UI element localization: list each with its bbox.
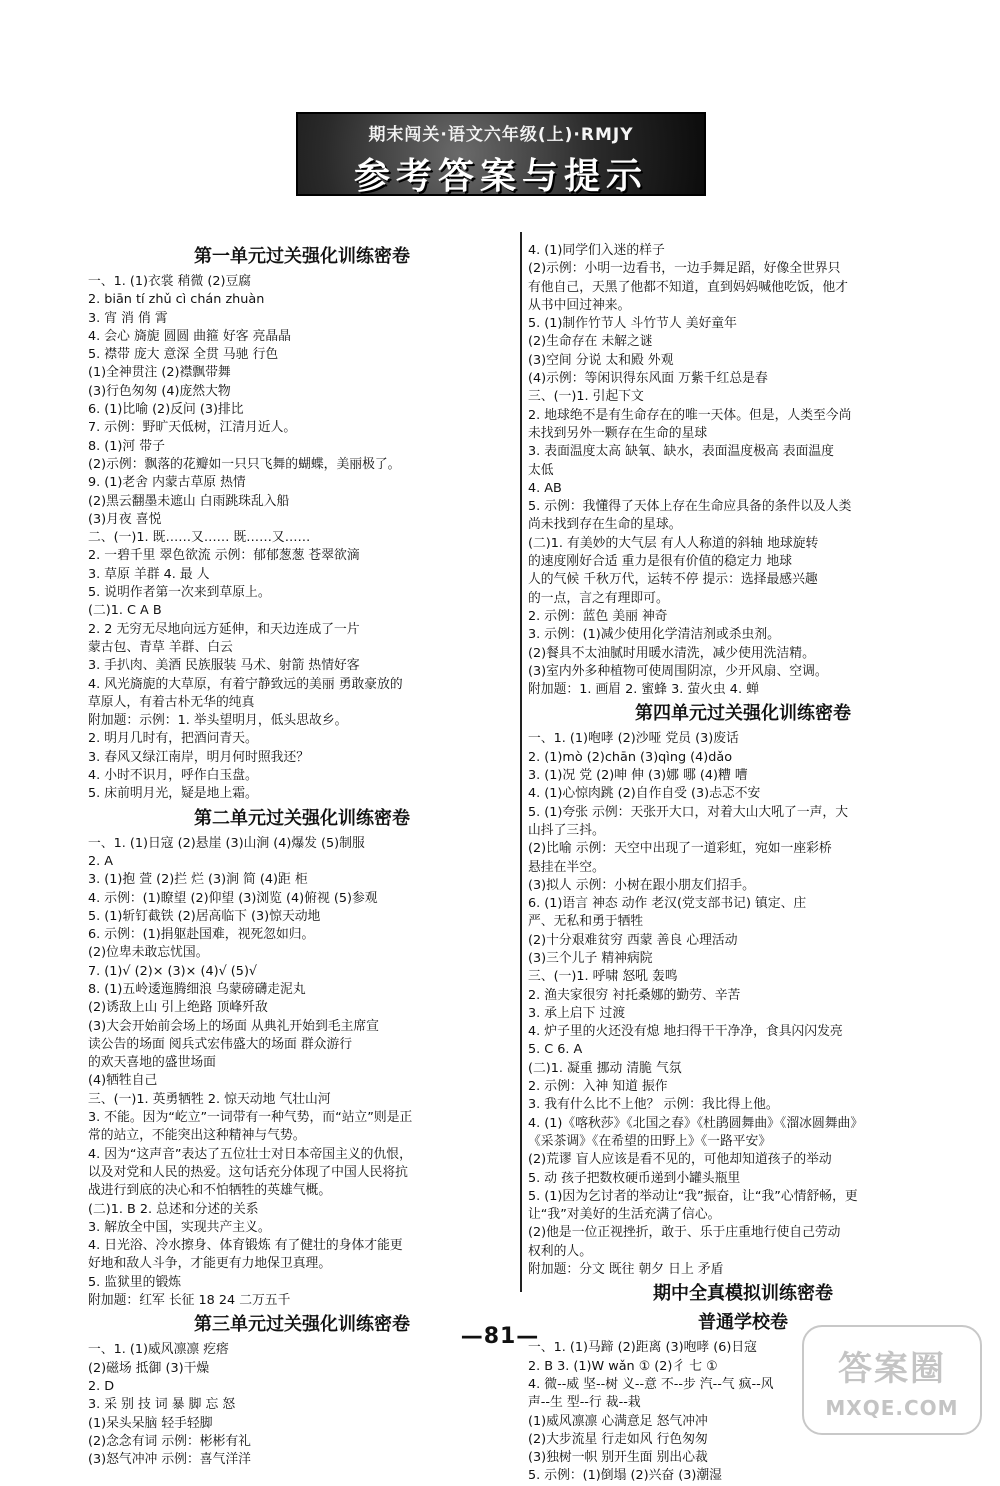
answer-line: 5. 动 孩子把数枚硬币递到小罐头瓶里	[528, 1170, 741, 1186]
column-divider	[520, 232, 522, 1292]
answer-line: 3. 春风又绿江南岸，明月何时照我还？	[88, 749, 310, 765]
right-column	[528, 242, 958, 1486]
section-title: 第三单元过关强化训练密卷	[194, 1314, 410, 1336]
answer-line: 9. (1)老舍 内蒙古草原 热情	[88, 475, 246, 491]
answer-line: 5. 示例：我懂得了天体上存在生命应具备的条件以及人类	[528, 499, 852, 515]
answer-line: 2. 2 无穷无尽地向远方延伸，和天边连成了一片	[88, 621, 360, 637]
answer-line: 4. (1)心惊肉跳 (2)自作自受 (3)忐忑不安	[528, 786, 761, 802]
answer-line: 8. (1)河 带子	[88, 438, 165, 454]
answer-line: 草原人，有着古朴无华的纯真	[88, 694, 255, 710]
answer-line: 5. 襟带 庞大 意深 全贯 马驰 行色	[88, 347, 279, 363]
answer-line: 5. 说明作者第一次来到草原上。	[88, 585, 271, 601]
answer-line: 蒙古包、青草 羊群、白云	[88, 639, 233, 655]
answer-line: (2)大步流星 行走如风 行色匆匆	[528, 1431, 708, 1447]
answer-line: 3. 解放全中国，实现共产主义。	[88, 1219, 271, 1235]
answer-line: 的速度刚好合适 重力是很有价值的稳定力 地球	[528, 554, 793, 570]
answer-line: 5. (1)制作竹节人 斗竹节人 美好童年	[528, 316, 737, 332]
answer-line: (1)呆头呆脑 轻手轻脚	[88, 1415, 213, 1431]
answer-line: 权利的人。	[528, 1243, 592, 1259]
answer-line: 2. 地球绝不是有生命存在的唯一天体。但是，人类至今尚	[528, 407, 852, 423]
answer-line: 7. 示例：野旷天低树，江清月近人。	[88, 420, 297, 436]
answer-line: 太低	[528, 462, 554, 478]
answer-line: (2)示例：小明一边看书，一边手舞足蹈，好像全世界只	[528, 261, 841, 277]
section-title: 普通学校卷	[698, 1312, 788, 1334]
answer-line: 3. 不能。因为“屹立”一词带有一种气势，而“站立”则是正	[88, 1110, 413, 1126]
answer-line: 4. 小时不识月，呼作白玉盘。	[88, 768, 258, 784]
answer-line: 附加题：示例：1. 举头望明月，低头思故乡。	[88, 713, 348, 729]
answer-line: 4. 日光浴、冷水擦身、体育锻炼 有了健壮的身体才能更	[88, 1238, 403, 1254]
page-number: —81—	[460, 1324, 540, 1349]
answer-line: 2. 一碧千里 翠色欲流 示例：郁郁葱葱 苍翠欲滴	[88, 548, 360, 564]
answer-line: 2. (1)mò (2)chān (3)qìng (4)dǎo	[528, 749, 733, 765]
answer-line: 3. 我有什么比不上他？ 示例：我比得上他。	[528, 1097, 779, 1113]
answer-line: (2)餐具不太油腻时用暖水清洗，减少使用洗洁精。	[528, 645, 815, 661]
answer-line: 4. (1)同学们入迷的样子	[528, 243, 665, 258]
answer-line: 附加题：分文 既往 朝夕 日上 矛盾	[528, 1262, 724, 1278]
answer-line: 2. A	[88, 853, 114, 869]
answer-line: 三、(一)1. 呼啸 怒吼 轰鸣	[528, 969, 678, 985]
answer-line: 二、(一)1. 既……又…… 既……又……	[88, 530, 311, 546]
answer-line: 4. AB	[528, 480, 562, 496]
answer-line: (二)1. B 2. 总述和分述的关系	[88, 1201, 259, 1217]
section-title: 第二单元过关强化训练密卷	[194, 807, 410, 829]
section-title: 第一单元过关强化训练密卷	[194, 246, 410, 267]
answer-line: (2)他是一位正视挫折，敢于、乐于庄重地行使自己劳动	[528, 1225, 841, 1241]
answer-line: (3)三个儿子 精神病院	[528, 950, 653, 966]
answer-line: 6. (1)语言 神态 动作 老汉(党支部书记) 镇定、庄	[528, 896, 807, 912]
answer-line: 5. 监狱里的锻炼	[88, 1274, 182, 1290]
answer-line: 4. 微--威 坚--树 义--意 不--步 汽--气 疯--风	[528, 1376, 774, 1392]
answer-line: 以及对党和人民的热爱。这句话充分体现了中国人民将抗	[88, 1164, 408, 1180]
watermark-logo	[802, 1325, 982, 1435]
answer-line: 2. B 3. (1)W wǎn ① (2)彳 七 ①	[528, 1358, 718, 1374]
answer-line: (1)威风凛凛 心满意足 怒气冲冲	[528, 1413, 708, 1429]
answer-line: 3. 宵 消 俏 霄	[88, 310, 168, 326]
answer-line: 3. (1)况 党 (2)呻 伸 (3)娜 哪 (4)糟 嘈	[528, 768, 748, 784]
answer-line: (2)黑云翻墨未遮山 白雨跳珠乱入船	[88, 493, 290, 509]
answer-line: (3)月夜 喜悦	[88, 511, 162, 527]
answer-line: 战进行到底的决心和不怕牺牲的英雄气概。	[88, 1183, 332, 1199]
answer-line: (4)牺牲自己	[88, 1073, 158, 1089]
answer-line: 好地和敌人斗争，才能更有力地保卫真理。	[88, 1256, 332, 1272]
answer-line: 5. (1)夸张 示例：天张开大口，对着大山大吼了一声，大	[528, 804, 849, 820]
answer-line: 严、无私和勇于牺牲	[528, 914, 644, 930]
section-title: 期中全真模拟训练密卷	[653, 1283, 833, 1305]
answer-line: 3. 表面温度太高 缺氧、缺水，表面温度极高 表面温度	[528, 444, 834, 460]
answer-line: 未找到另外一颗存在生命的星球	[528, 425, 708, 441]
answer-line: 附加题：1. 画眉 2. 蜜蜂 3. 萤火虫 4. 蝉	[528, 682, 759, 698]
answer-line: 5. C 6. A	[528, 1042, 583, 1058]
answer-line: 2. 示例：入神 知道 振作	[528, 1079, 668, 1095]
answer-line: 3. 草原 羊群 4. 最 人	[88, 566, 210, 582]
answer-line: 的欢天喜地的盛世场面	[88, 1055, 216, 1071]
answer-line: 2. 渔夫家很穷 衬托桑娜的勤劳、辛苦	[528, 987, 741, 1003]
answer-line: (2)十分艰难贫穷 西蒙 善良 心理活动	[528, 932, 738, 948]
answer-line: (1)全神贯注 (2)襟飘带舞	[88, 365, 231, 381]
answer-line: 2. 明月几时有，把酒问青天。	[88, 731, 258, 747]
answer-line: (3)室内外多种植物可使周围阴凉，少开风扇、空调。	[528, 663, 828, 679]
answer-line: 7. (1)√ (2)× (3)× (4)√ (5)√	[88, 963, 258, 979]
answer-line: (2)位卑未敢忘忧国。	[88, 945, 209, 961]
answer-line: (2)念念有词 示例：彬彬有礼	[88, 1433, 251, 1449]
answer-line: (2)示例：飘落的花瓣如一只只飞舞的蝴蝶，美丽极了。	[88, 456, 401, 472]
answer-line: 4. (1)《喀秋莎》《北国之春》《杜鹃圆舞曲》《溜冰圆舞曲》	[528, 1115, 864, 1131]
answer-line: (二)1. C A B	[88, 603, 162, 619]
answer-line: 一、1. (1)日寇 (2)悬崖 (3)山涧 (4)爆发 (5)制服	[88, 835, 365, 851]
answer-line: (2)生命存在 未解之谜	[528, 334, 653, 350]
answer-line: 悬挂在半空。	[528, 859, 605, 875]
answer-line: 4. 风光旖旎的大草原，有着宁静致远的美丽 勇敢豪放的	[88, 676, 403, 692]
answer-line: 3. 示例：(1)减少使用化学清洁剂或杀虫剂。	[528, 627, 780, 643]
section-title: 第四单元过关强化训练密卷	[635, 703, 851, 725]
answer-line: 4. 炉子里的火还没有熄 地扫得干干净净，食具闪闪发亮	[528, 1024, 843, 1040]
answer-line: 尚未找到存在生命的星球。	[528, 517, 682, 533]
answer-line: 2. D	[88, 1378, 115, 1394]
banner-title: 参考答案与提示	[353, 156, 648, 197]
answer-line: 一、1. (1)威风凛凛 疙瘩	[88, 1342, 229, 1358]
answer-line: (2)诱敌上山 引上绝路 顶峰歼敌	[88, 1000, 268, 1016]
answer-line: 人的气候 千秋万代，运转不停 提示：选择最感兴趣	[528, 572, 818, 588]
answer-line: (二)1. 有美妙的大气层 有人人称道的斜轴 地球旋转	[528, 535, 819, 551]
answer-line: 3. 承上启下 过渡	[528, 1005, 626, 1021]
answer-line: 《采茶调》《在希望的田野上》《一路平安》	[528, 1133, 772, 1149]
answer-line: 三、(一)1. 引起下文	[528, 389, 644, 405]
answer-line: 3. 采 别 技 词 暴 脚 忘 怒	[88, 1397, 236, 1413]
answer-line: 5. 示例：(1)倒塌 (2)兴奋 (3)潮湿	[528, 1468, 722, 1484]
answer-line: 有他自己，天黑了他都不知道，直到妈妈喊他吃饭，他才	[528, 279, 848, 295]
watermark-site: MXQE.COM	[825, 1396, 959, 1420]
answer-line: 3. 手扒肉、美酒 民族服装 马术、射箭 热情好客	[88, 658, 360, 674]
answer-line: 一、1. (1)衣裳 稍微 (2)豆腐	[88, 274, 252, 289]
answer-line: (二)1. 凝重 挪动 清脆 气氛	[528, 1060, 682, 1076]
answer-line: 让“我”对美好的生活充满了信心。	[528, 1207, 721, 1223]
answer-line: 一、1. (1)马蹄 (2)距离 (3)咆哮 (6)日寇	[528, 1340, 757, 1356]
title-banner	[296, 112, 706, 196]
answer-line: 6. (1)比喻 (2)反问 (3)排比	[88, 402, 244, 418]
answer-line: (3)行色匆匆 (4)庞然大物	[88, 383, 231, 399]
answer-line: (3)大会开始前会场上的场面 从典礼开始到毛主席宣	[88, 1018, 379, 1034]
banner-subtitle: 期末闯关·语文六年级(上)·RMJY	[368, 125, 634, 145]
answer-line: 的一点，言之有理即可。	[528, 590, 669, 606]
answer-line: 3. (1)抱 萱 (2)拦 烂 (3)涧 简 (4)距 柜	[88, 872, 308, 888]
answer-line: 5. 床前明月光，疑是地上霜。	[88, 786, 258, 802]
answer-line: 山抖了三抖。	[528, 822, 605, 838]
answer-line: 声--生 型--行 裁--栽	[528, 1395, 641, 1411]
answer-line: 8. (1)五岭逶迤腾细浪 乌蒙磅礴走泥丸	[88, 981, 306, 997]
answer-line: (4)示例：等闲识得东风面 万紫千红总是春	[528, 371, 768, 387]
answer-line: 从书中回过神来。	[528, 297, 631, 313]
answer-line: (2)比喻 示例：天空中出现了一道彩虹，宛如一座彩桥	[528, 841, 832, 857]
answer-line: (2)荒谬 盲人应该是看不见的，可他却知道孩子的举动	[528, 1152, 832, 1168]
answer-line: 4. 因为“这声音”表达了五位壮士对日本帝国主义的仇恨，	[88, 1146, 412, 1162]
answer-line: (3)怒气冲冲 示例：喜气洋洋	[88, 1452, 251, 1468]
answer-line: (2)磁场 抵御 (3)干燥	[88, 1360, 210, 1376]
answer-line: 一、1. (1)咆哮 (2)沙哑 党员 (3)废话	[528, 731, 739, 747]
answer-line: (3)空间 分说 太和殿 外观	[528, 352, 674, 368]
left-column	[88, 242, 516, 1469]
answer-line: (3)拟人 示例：小树在跟小朋友们招手。	[528, 877, 755, 893]
answer-line: 三、(一)1. 英勇牺牲 2. 惊天动地 气壮山河	[88, 1091, 331, 1107]
answer-line: 4. 会心 旖旎 圆圆 曲箍 好客 亮晶晶	[88, 328, 291, 344]
answer-line: 2. 示例：蓝色 美丽 神奇	[528, 608, 668, 624]
answer-line: 常的站立，不能突出这种精神与气势。	[88, 1128, 306, 1144]
answer-line: 2. biān tí zhǔ cì chán zhuàn	[88, 292, 265, 308]
answer-line: 4. 示例：(1)瞭望 (2)仰望 (3)浏览 (4)俯视 (5)参观	[88, 890, 378, 906]
answer-line: (3)独树一帜 别开生面 别出心裁	[528, 1450, 708, 1466]
answer-line: 5. (1)因为乞讨者的举动让“我”振奋，让“我”心情舒畅，更	[528, 1188, 858, 1204]
answer-line: 读公告的场面 阅兵式宏伟盛大的场面 群众游行	[88, 1036, 353, 1052]
watermark-text: 答案圈	[838, 1349, 946, 1389]
answer-line: 5. (1)斩钉截铁 (2)居高临下 (3)惊天动地	[88, 908, 321, 924]
answer-line: 6. 示例：(1)捐躯赴国难，视死忽如归。	[88, 927, 315, 943]
answer-line: 附加题：红军 长征 18 24 二万五千	[88, 1293, 291, 1309]
